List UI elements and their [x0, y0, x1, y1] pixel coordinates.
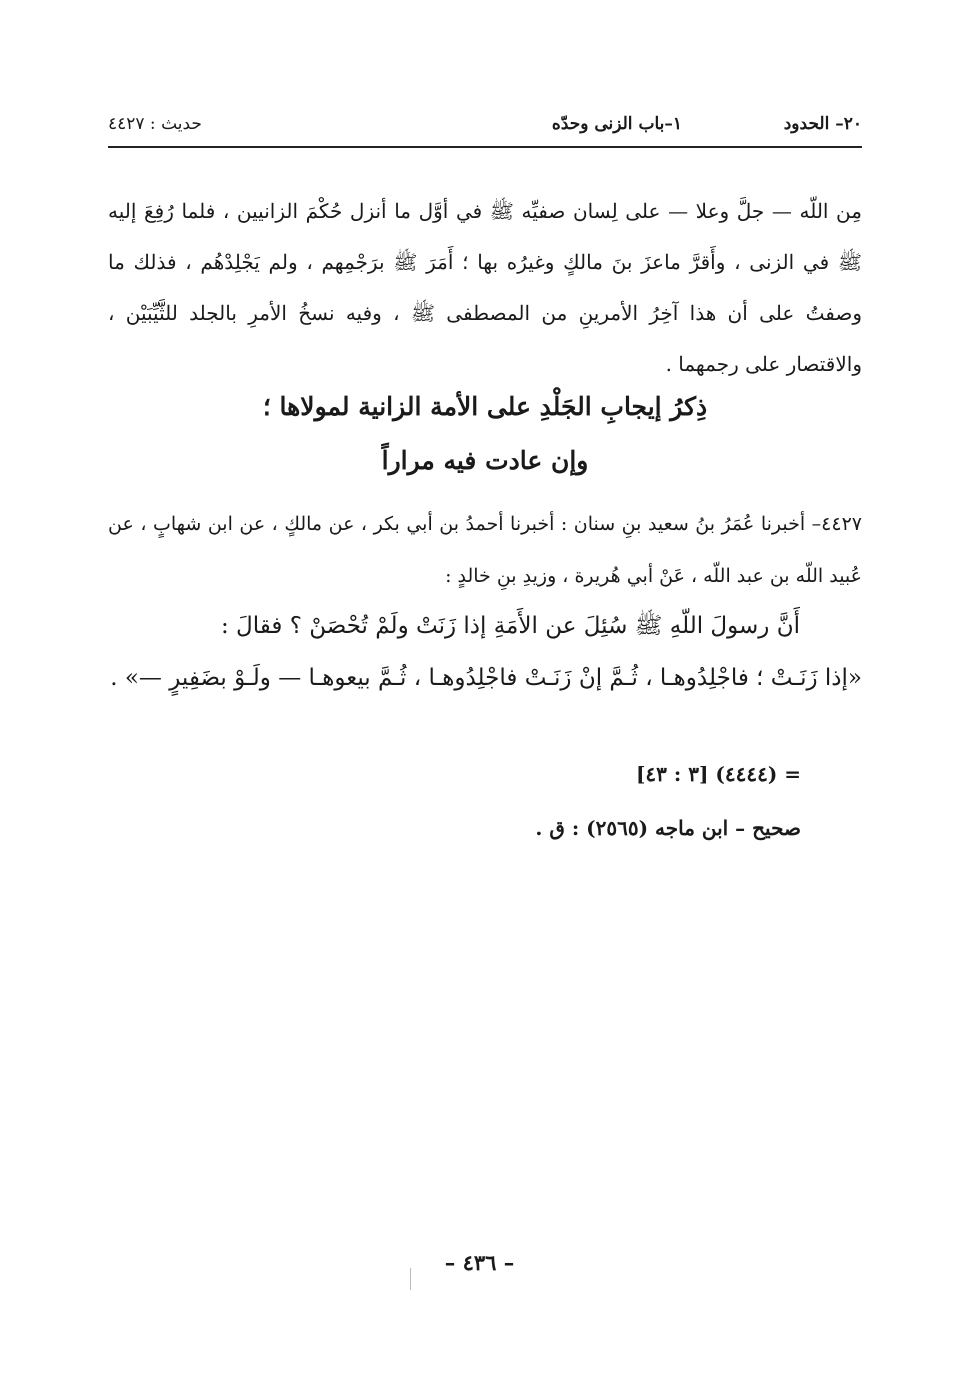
section-heading: ذِكرُ إيجابِ الجَلْدِ على الأمة الزانية لمولاها ؛ [262, 392, 708, 421]
book-title: ٢٠– الحدود [783, 114, 862, 134]
section-heading-continued: وإن عادت فيه مراراً [381, 446, 589, 475]
hadith-matn [108, 600, 862, 704]
page-number: – ٤٣٦ – [444, 1250, 515, 1275]
scan-artifact [410, 1268, 411, 1290]
header-divider [108, 146, 862, 148]
hadith-grading: صحيح – ابن ماجه (٢٥٦٥) : ق . [535, 816, 801, 840]
hadith-matn-answer: «إذا زَنَـتْ ؛ فاجْلِدُوهـا ، ثُـمَّ إنْ زَنَـتْ فاجْلِدُوهـا ، ثُـمَّ بيعوهـا — ولَـوْ بضَفِيرٍ —» . [110, 665, 862, 691]
cross-reference: = (٤٤٤٤) [٣ : ٤٣] [635, 762, 801, 786]
hadith-matn-question: أَنَّ رسولَ اللّهِ ﷺ سُئِلَ عن الأَمَةِ إذا زَنَتْ ولَمْ تُحْصَنْ ؟ فقالَ : [221, 613, 800, 639]
intro-paragraph: مِن اللّه — جلَّ وعلا — على لِسان صفيِّه ﷺ في أوَّل ما أنزل حُكْمَ الزانيين ، فلما رُفِعَ إليه ﷺ في الزنى ، وأَقرَّ ماعزَ بنَ مالكٍ وغيرُه بها ؛ أَمَرَ ﷺ برَجْمِهم ، ولم يَجْلِدْهُم ، فذلك ما وصفتُ على أن هذا آخِرُ الأمرينِ من المصطفى ﷺ ، وفيه نسخُ الأمرِ بالجلد للثَّيِّبَيْن ، والاقتصار على رجمهما . [108, 199, 862, 376]
hadith-reference: حديث : ٤٤٢٧ [108, 114, 202, 134]
chapter-title: ١–باب الزنى وحدّه [551, 114, 682, 134]
page-header [108, 108, 862, 142]
hadith-isnad: ٤٤٢٧– أخبرنا عُمَرُ بنُ سعيد بنِ سنان : أخبرنا أحمدُ بن أبي بكر ، عن مالكٍ ، عن ابن شهابٍ ، عن عُبيد اللّه بن عبد اللّه ، عَنْ أبي هُريرة ، وزيدِ بنِ خالدٍ : [108, 513, 862, 587]
